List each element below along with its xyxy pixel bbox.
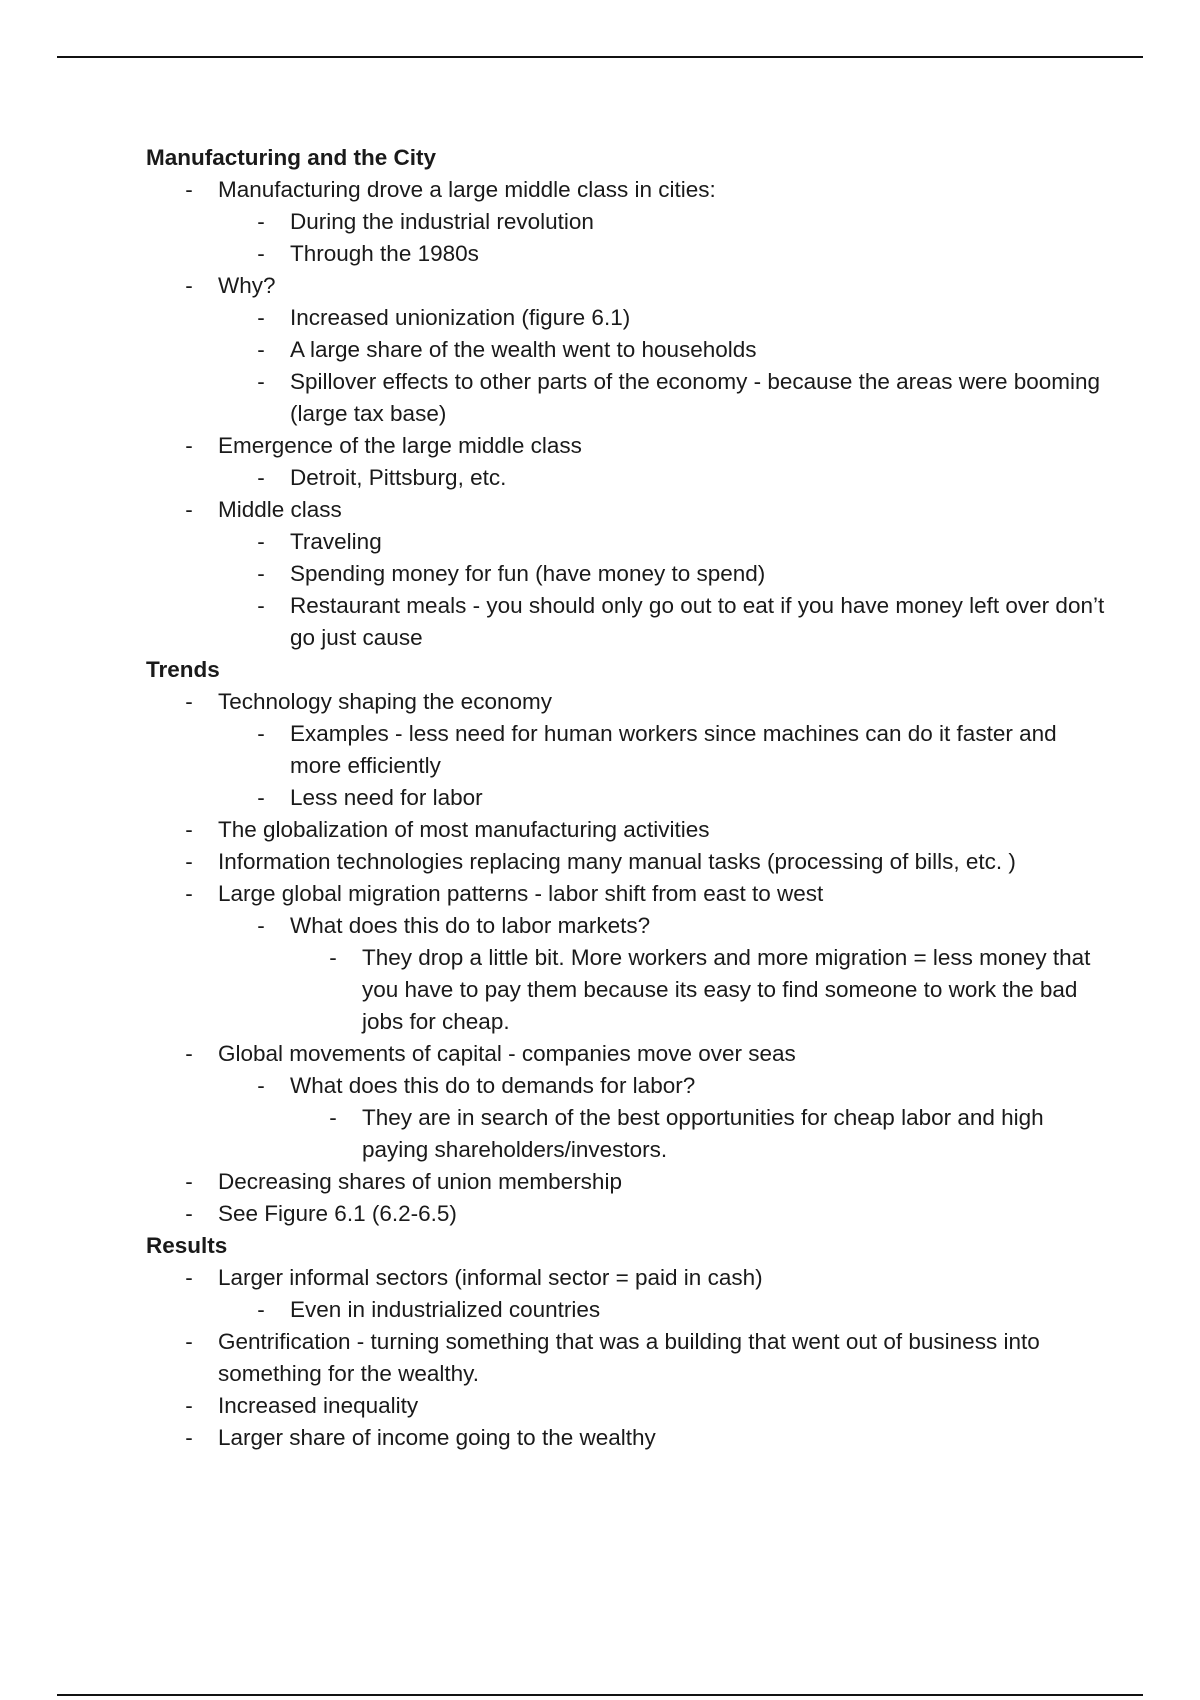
section-list-manufacturing (146, 174, 1106, 654)
list-item-text: Technology shaping the economy (218, 689, 552, 714)
dash-bullet: - (185, 273, 193, 298)
list-item (218, 910, 1106, 1038)
list-item-text: During the industrial revolution (290, 209, 594, 234)
list-item-text: Middle class (218, 497, 342, 522)
list-item (146, 1262, 1106, 1326)
nested-list (290, 1102, 1106, 1166)
dash-bullet: - (257, 785, 265, 810)
nested-list (218, 1070, 1106, 1166)
list-item-text: Traveling (290, 529, 382, 554)
list-item (218, 206, 1106, 238)
dash-bullet: - (185, 497, 193, 522)
list-item (218, 238, 1106, 270)
dash-bullet: - (257, 465, 265, 490)
dash-bullet: - (185, 849, 193, 874)
list-item-text: They are in search of the best opportunities for cheap labor and high paying shareholders/investors. (362, 1105, 1044, 1162)
dash-bullet: - (185, 1201, 193, 1226)
list-item-text: Larger informal sectors (informal sector = paid in cash) (218, 1265, 763, 1290)
list-item-text: See Figure 6.1 (6.2-6.5) (218, 1201, 457, 1226)
list-item-text: What does this do to labor markets? (290, 913, 651, 938)
list-item (218, 526, 1106, 558)
dash-bullet: - (257, 337, 265, 362)
list-item-text: Increased inequality (218, 1393, 419, 1418)
list-item (218, 1070, 1106, 1166)
dash-bullet: - (257, 369, 265, 394)
dash-bullet: - (185, 1425, 193, 1450)
nested-list (218, 462, 1106, 494)
list-item-text: Decreasing shares of union membership (218, 1169, 622, 1194)
list-item-text: Gentrification - turning something that was a building that went out of business into something for the wealthy. (218, 1329, 1040, 1386)
list-item (218, 366, 1106, 430)
dash-bullet: - (329, 945, 337, 970)
list-item (290, 1102, 1106, 1166)
list-item (146, 1198, 1106, 1230)
dash-bullet: - (257, 1073, 265, 1098)
list-item (146, 686, 1106, 814)
list-item (146, 1422, 1106, 1454)
section-list-trends (146, 686, 1106, 1230)
dash-bullet: - (257, 593, 265, 618)
nested-list (218, 718, 1106, 814)
dash-bullet: - (185, 433, 193, 458)
section-title-manufacturing: Manufacturing and the City (146, 145, 437, 170)
list-item-text: A large share of the wealth went to households (290, 337, 757, 362)
dash-bullet: - (185, 1265, 193, 1290)
list-item (218, 782, 1106, 814)
list-item-text: Spending money for fun (have money to spend) (290, 561, 766, 586)
nested-list (218, 1294, 1106, 1326)
list-item (146, 494, 1106, 654)
dash-bullet: - (257, 209, 265, 234)
dash-bullet: - (185, 817, 193, 842)
section-title-trends: Trends (146, 657, 220, 682)
dash-bullet: - (185, 177, 193, 202)
list-item-text: Information technologies replacing many manual tasks (processing of bills, etc. ) (218, 849, 1016, 874)
dash-bullet: - (185, 1169, 193, 1194)
dash-bullet: - (185, 689, 193, 714)
list-item (146, 174, 1106, 270)
dash-bullet: - (185, 881, 193, 906)
section-title-results: Results (146, 1233, 228, 1258)
dash-bullet: - (185, 1041, 193, 1066)
list-item (146, 1390, 1106, 1422)
list-item-text: Detroit, Pittsburg, etc. (290, 465, 507, 490)
list-item (218, 462, 1106, 494)
list-item (218, 334, 1106, 366)
list-item-text: Why? (218, 273, 276, 298)
list-item (146, 878, 1106, 1038)
dash-bullet: - (257, 721, 265, 746)
bottom-rule (57, 1694, 1143, 1696)
list-item (218, 558, 1106, 590)
list-item-text: Large global migration patterns - labor shift from east to west (218, 881, 824, 906)
dash-bullet: - (257, 305, 265, 330)
dash-bullet: - (185, 1393, 193, 1418)
nested-list (218, 302, 1106, 430)
section-list-results (146, 1262, 1106, 1454)
list-item-text: Global movements of capital - companies move over seas (218, 1041, 796, 1066)
list-item-text: Through the 1980s (290, 241, 479, 266)
dash-bullet: - (257, 1297, 265, 1322)
list-item (146, 1166, 1106, 1198)
list-item-text: Manufacturing drove a large middle class in cities: (218, 177, 716, 202)
list-item (218, 302, 1106, 334)
dash-bullet: - (329, 1105, 337, 1130)
list-item (290, 942, 1106, 1038)
dash-bullet: - (185, 1329, 193, 1354)
list-item-text: The globalization of most manufacturing activities (218, 817, 710, 842)
nested-list (218, 526, 1106, 654)
list-item (218, 718, 1106, 782)
notes-content (146, 142, 1106, 1454)
list-item-text: Spillover effects to other parts of the economy - because the areas were booming (large tax base) (290, 369, 1101, 426)
list-item (146, 430, 1106, 494)
top-rule (57, 56, 1143, 58)
list-item-text: They drop a little bit. More workers and more migration = less money that you have to pay them because its easy to find someone to work the bad jobs for cheap. (362, 945, 1091, 1034)
dash-bullet: - (257, 561, 265, 586)
list-item-text: What does this do to demands for labor? (290, 1073, 696, 1098)
list-item (218, 1294, 1106, 1326)
dash-bullet: - (257, 529, 265, 554)
list-item-text: Emergence of the large middle class (218, 433, 582, 458)
list-item (146, 270, 1106, 430)
nested-list (218, 206, 1106, 270)
dash-bullet: - (257, 913, 265, 938)
nested-list (218, 910, 1106, 1038)
list-item-text: Even in industrialized countries (290, 1297, 601, 1322)
list-item (146, 846, 1106, 878)
list-item-text: Increased unionization (figure 6.1) (290, 305, 631, 330)
list-item-text: Examples - less need for human workers since machines can do it faster and more efficiently (290, 721, 1057, 778)
nested-list (290, 942, 1106, 1038)
list-item (146, 814, 1106, 846)
dash-bullet: - (257, 241, 265, 266)
list-item-text: Larger share of income going to the wealthy (218, 1425, 656, 1450)
list-item-text: Restaurant meals - you should only go out to eat if you have money left over don’t go just cause (290, 593, 1105, 650)
list-item (146, 1326, 1106, 1390)
list-item (218, 590, 1106, 654)
list-item-text: Less need for labor (290, 785, 483, 810)
list-item (146, 1038, 1106, 1166)
